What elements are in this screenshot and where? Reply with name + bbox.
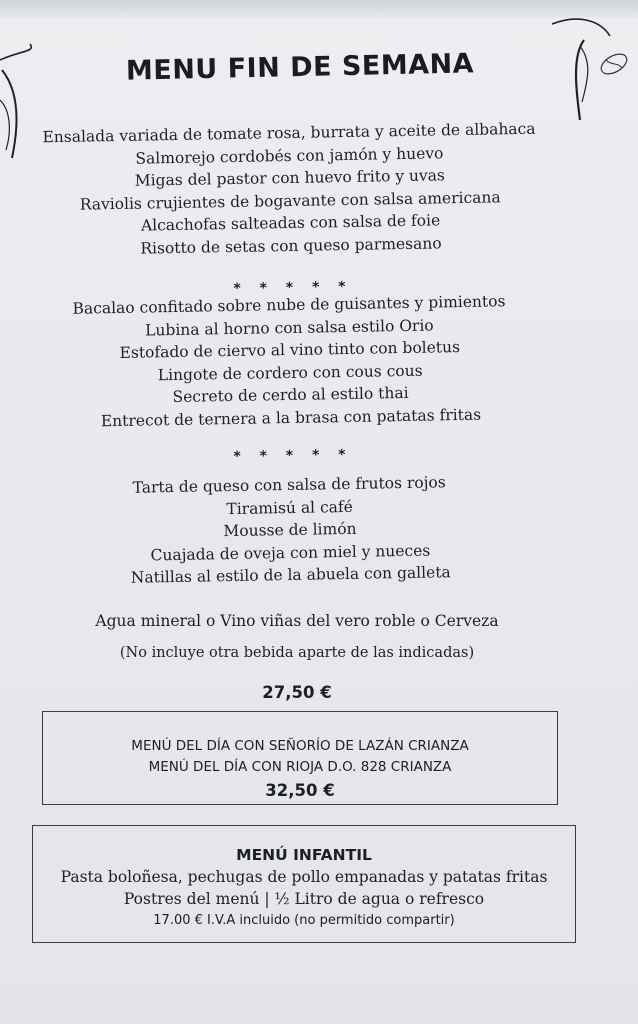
separator-stars: * * * * * (233, 278, 353, 298)
separator-stars: * * * * * (233, 446, 353, 466)
desserts-list (0, 469, 581, 592)
mains-list (0, 289, 581, 434)
list-item: Mousse de limón (223, 519, 357, 541)
list-item: Entrecot de ternera a la brasa con patatas fritas (100, 405, 482, 430)
list-item: Tarta de queso con salsa de frutos rojos (132, 473, 446, 497)
drinks-note: (No incluye otra bebida aparte de las indicadas) (119, 645, 475, 661)
menu-title: MENU FIN DE SEMANA (125, 48, 475, 87)
kids-menu-box (32, 825, 576, 943)
starters-list (0, 117, 581, 262)
list-item: Lubina al horno con salsa estilo Orio (145, 315, 434, 340)
kids-menu-extras: Postres del menú | ½ Litro de agua o refresco (123, 890, 485, 908)
list-item: Salmorejo cordobés con jamón y huevo (135, 143, 444, 168)
list-item: Secreto de cerdo al estilo thai (172, 383, 409, 407)
kids-menu-dishes: Pasta boloñesa, pechugas de pollo empanadas y patatas fritas (60, 868, 548, 886)
list-item: Tiramisú al café (226, 497, 353, 518)
list-item: Natillas al estilo de la abuela con galleta (130, 563, 451, 587)
wine-option-lazan: MENÚ DEL DÍA CON SEÑORÍO DE LAZÁN CRIANZA (131, 738, 469, 754)
wine-menu-box (42, 711, 558, 805)
list-item: Lingote de cordero con cous cous (157, 361, 423, 384)
list-item: Alcachofas salteadas con salsa de foie (140, 211, 441, 235)
list-item: Estofado de ciervo al vino tinto con boletus (119, 338, 461, 362)
top-edge (0, 0, 638, 18)
list-item: Migas del pastor con huevo frito y uvas (134, 166, 446, 190)
drinks-line: Agua mineral o Vino viñas del vero roble o Cerveza (95, 612, 499, 630)
kids-menu-title: MENÚ INFANTIL (236, 846, 372, 864)
wine-menu-price: 32,50 € (265, 781, 335, 800)
list-item: Raviolis crujientes de bogavante con salsa americana (79, 187, 501, 214)
list-item: Bacalao confitado sobre nube de guisantes y pimientos (72, 292, 506, 318)
kids-menu-price: 17.00 € I.V.A incluido (no permitido compartir) (153, 913, 455, 928)
menu-price: 27,50 € (262, 683, 332, 702)
wine-option-rioja: MENÚ DEL DÍA CON RIOJA D.O. 828 CRIANZA (148, 759, 452, 775)
list-item: Risotto de setas con queso parmesano (140, 233, 442, 258)
list-item: Ensalada variada de tomate rosa, burrata y aceite de albahaca (42, 119, 536, 147)
list-item: Cuajada de oveja con miel y nueces (150, 541, 431, 564)
